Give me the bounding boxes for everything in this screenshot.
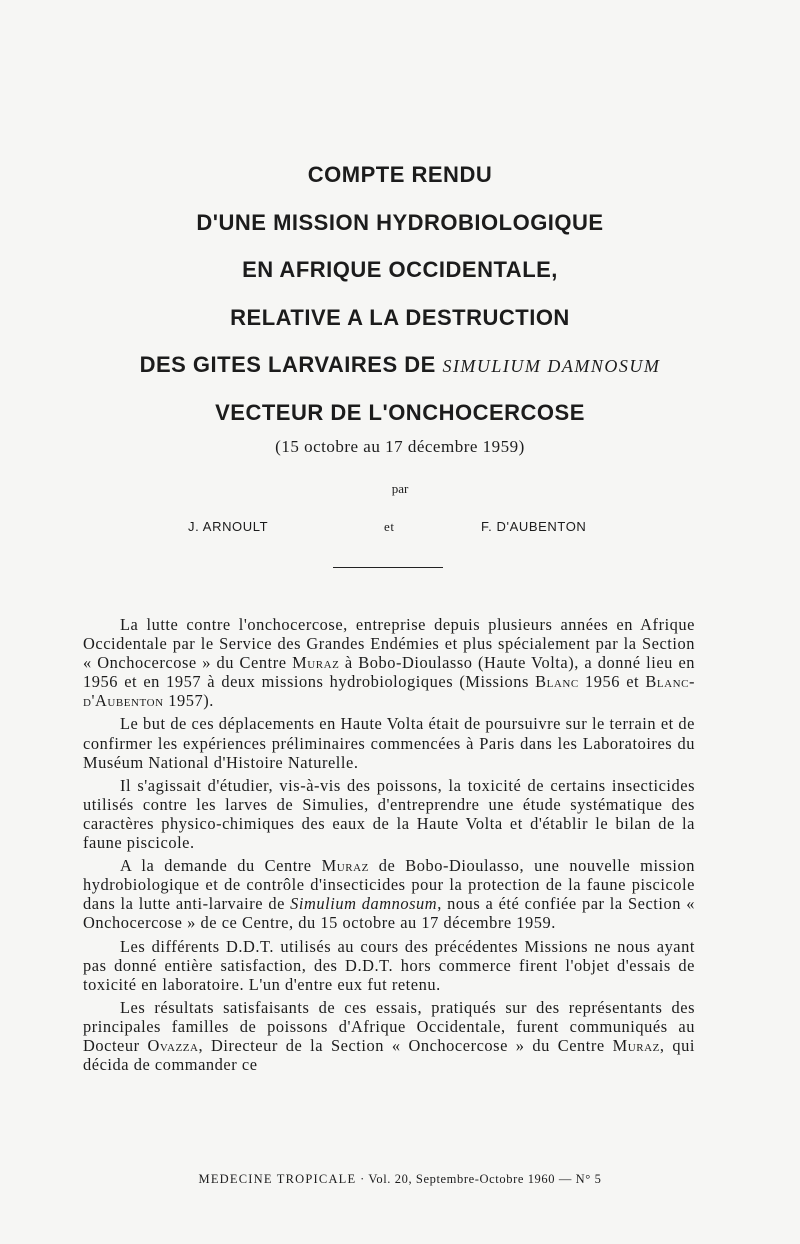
byline-par: par: [391, 481, 409, 496]
p1-name-blanc: Blanc: [535, 672, 579, 692]
title-line-1: COMPTE RENDU: [307, 162, 493, 187]
p1-text-b: à Bobo-Dioulasso (Haute Volta), a donné lieu en 1956 et en 1957 à deux missions hydrobiologiques (Missions: [83, 653, 696, 692]
article-title: [0, 160, 800, 445]
title-line-4: RELATIVE A LA DESTRUCTION: [230, 304, 570, 330]
footer-journal: MEDECINE TROPICALE: [198, 1172, 357, 1186]
p1-text-d: 1957).: [163, 691, 214, 711]
footer-separator: ·: [356, 1172, 369, 1186]
p6-name-ovazza: Ovazza: [147, 1035, 199, 1055]
p4-name-muraz: Muraz: [321, 856, 369, 876]
p6-text-b: , Directeur de la Section « Onchocercose » du Centre: [198, 1035, 613, 1055]
paragraph-5: Les différents D.D.T. utilisés au cours des précédentes Missions ne nous ayant pas donné entière satisfaction, des D.D.T. hors commerce firent l'objet d'essais de toxicité en laboratoire. L'un d'entre eux fut retenu.: [83, 936, 695, 994]
paragraph-3: Il s'agissait d'étudier, vis-à-vis des poissons, la toxicité de certains insecticides utilisés contre les larves de Simulies, d'entreprendre une étude systématique des caractères physico-chimiques des eaux de la Haute Volta et d'établir le bilan de la faune piscicole.: [83, 775, 695, 853]
p1-text-a: La lutte contre l'onchocercose, entreprise depuis plusieurs années en Afrique Occidentale par le Service des Grandes Endémies et plus spécialement par la Section « Onchocercose » du Centre: [83, 615, 695, 673]
title-line-6: VECTEUR DE L'ONCHOCERCOSE: [215, 399, 585, 425]
footer-issue: Vol. 20, Septembre-Octobre 1960 — N° 5: [368, 1172, 602, 1186]
p6-name-muraz: Muraz: [612, 1035, 660, 1055]
paragraph-6: [83, 998, 695, 1074]
title-line-5-prefix: DES GITES LARVAIRES DE: [139, 352, 436, 377]
paragraph-1: [83, 615, 695, 710]
p4-text-a: A la demande du Centre: [120, 856, 322, 876]
title-line-5: [0, 350, 800, 398]
title-line-2: D'UNE MISSION HYDROBIOLOGIQUE: [196, 209, 604, 235]
author-2: F. D'AUBENTON: [481, 519, 587, 534]
p4-text-c: , nous a été confiée par la Section « Onchocercose » de ce Centre, du 15 octobre au 17 décembre 1959.: [83, 894, 696, 933]
p4-species: Simulium damnosum: [290, 894, 438, 914]
separator-rule: [333, 567, 443, 568]
p6-text-c: , qui décida de commander ce: [83, 1035, 696, 1075]
title-line-3: EN AFRIQUE OCCIDENTALE,: [242, 257, 558, 282]
paragraph-2: Le but de ces déplacements en Haute Volta était de poursuivre sur le terrain et de confirmer les expériences préliminaires commencées à Paris dans les Laboratoires du Muséum National d'Histoire Naturelle.: [83, 714, 695, 772]
byline-conjunction: et: [384, 519, 395, 534]
page-footer: [0, 1172, 800, 1187]
p1-name-blanc-daubenton: Blanc-d'Aubenton: [83, 672, 695, 711]
mission-dates: (15 octobre au 17 décembre 1959): [275, 437, 525, 456]
article-body: [83, 615, 695, 1078]
author-1: J. ARNOULT: [188, 519, 269, 534]
p1-text-c: 1956 et: [578, 672, 646, 692]
title-species: SIMULIUM DAMNOSUM: [442, 356, 661, 376]
paragraph-4: [83, 856, 695, 932]
p6-text-a: Les résultats satisfaisants de ces essais, pratiqués sur des représentants des principales familles de poissons d'Afrique Occidentale, furent communiqués au Docteur: [83, 997, 695, 1055]
p1-name-muraz: Muraz: [292, 653, 340, 673]
p4-text-b: de Bobo-Dioulasso, une nouvelle mission hydrobiologique et de contrôle d'insecticides pour la protection de la faune piscicole dans la lutte anti-larvaire de: [83, 856, 695, 914]
